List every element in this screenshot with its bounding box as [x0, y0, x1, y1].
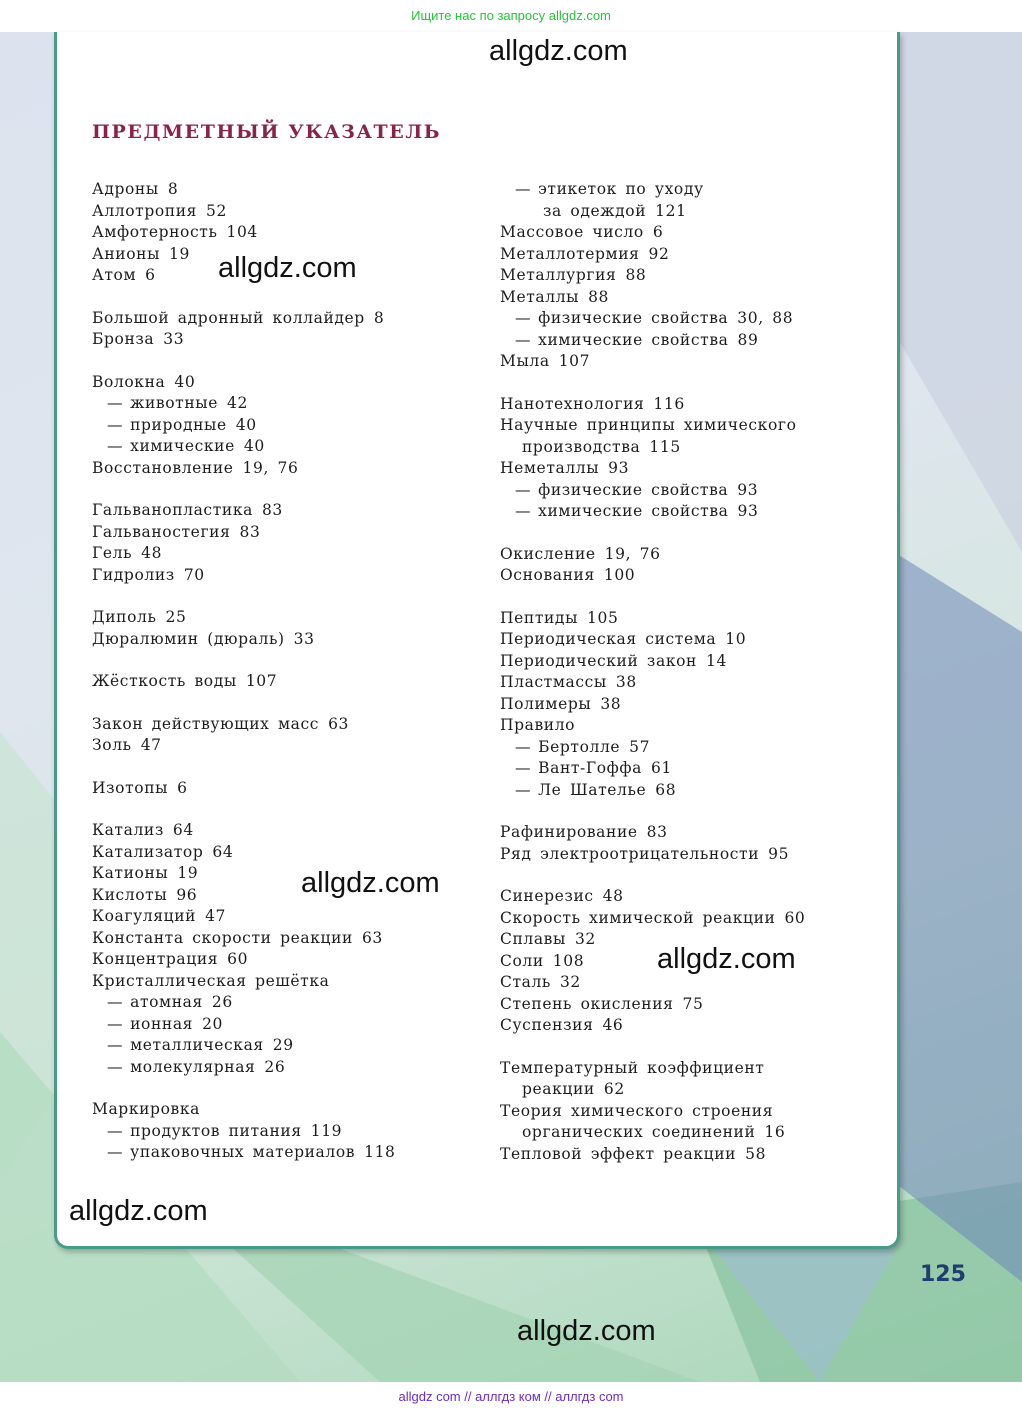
- index-page-ref: 38: [600, 694, 622, 713]
- watermark: allgdz.com: [517, 1315, 656, 1347]
- index-term: Восстановление: [92, 458, 234, 477]
- index-page-ref: 108: [552, 951, 585, 970]
- index-page-ref: 63: [361, 928, 383, 947]
- index-term: природные: [130, 415, 227, 434]
- index-page-ref: 68: [655, 780, 677, 799]
- index-page-ref: 83: [261, 501, 283, 519]
- index-term: Маркировка: [92, 1100, 200, 1118]
- index-entry: [500, 565, 880, 587]
- index-term: животные: [130, 394, 218, 412]
- index-subentry: [500, 308, 880, 330]
- index-page-ref: 105: [587, 608, 619, 627]
- index-page-ref: 93: [737, 480, 759, 499]
- index-page-ref: 96: [176, 885, 198, 904]
- index-term: упаковочных материалов: [130, 1143, 356, 1161]
- subentry-dash: —: [107, 1036, 124, 1054]
- index-page-ref: 107: [245, 672, 278, 690]
- index-page-ref: 93: [608, 459, 630, 477]
- index-subentry: [92, 1121, 482, 1143]
- index-page-ref: 92: [648, 244, 670, 263]
- index-gap: [92, 479, 482, 500]
- index-subentry: [500, 480, 880, 502]
- index-entry: [92, 607, 482, 629]
- index-entry: [500, 1101, 880, 1123]
- watermark: allgdz.com: [489, 35, 628, 67]
- index-page-ref: 19: [169, 244, 190, 263]
- index-term: ионная: [130, 1014, 194, 1033]
- index-entry: [92, 522, 482, 544]
- index-entry: [500, 1015, 880, 1037]
- index-entry: [92, 629, 482, 651]
- index-entry: [500, 458, 880, 480]
- index-page-ref: 62: [603, 1080, 625, 1098]
- index-term: Жёсткость воды: [92, 672, 237, 690]
- index-term: Суспензия: [500, 1016, 594, 1034]
- watermark: allgdz.com: [657, 943, 796, 975]
- index-page-ref: 64: [212, 842, 234, 861]
- index-term: Аллотропия: [92, 201, 198, 220]
- index-entry: [500, 715, 880, 737]
- index-gap: [92, 586, 482, 607]
- index-entry: [92, 329, 482, 351]
- index-term: Константа скорости реакции: [92, 928, 353, 947]
- subentry-dash: —: [515, 330, 532, 349]
- index-page-ref: 19, 76: [604, 544, 661, 563]
- index-entry: [92, 308, 482, 330]
- index-term: Массовое число: [500, 223, 644, 241]
- subentry-dash: —: [107, 415, 124, 434]
- index-page-ref: 119: [310, 1121, 343, 1140]
- index-entry: [92, 543, 482, 565]
- index-subentry: [92, 436, 482, 458]
- index-page-ref: 60: [227, 950, 249, 968]
- index-page-ref: 89: [737, 330, 759, 349]
- index-page-ref: 58: [745, 1144, 767, 1163]
- index-column-left: [92, 179, 482, 1164]
- index-page-ref: 75: [682, 994, 704, 1013]
- index-entry: [92, 372, 482, 394]
- index-page-ref: 38: [615, 673, 637, 691]
- index-page-ref: 30, 88: [737, 309, 794, 327]
- subentry-dash: —: [515, 759, 532, 777]
- index-entry: [500, 908, 880, 930]
- index-page-ref: 70: [183, 565, 205, 584]
- index-subentry: [92, 1142, 482, 1164]
- index-page-ref: 47: [140, 736, 162, 754]
- index-term: Сплавы: [500, 930, 566, 948]
- index-subentry: [500, 179, 880, 201]
- index-page-ref: 6: [652, 223, 664, 241]
- subentry-dash: —: [107, 394, 124, 412]
- index-page-ref: 52: [206, 201, 227, 220]
- index-page-ref: 95: [768, 844, 790, 863]
- index-term: Температурный коэффициент: [500, 1058, 765, 1077]
- index-page-ref: 33: [293, 629, 315, 648]
- index-term: Периодическая система: [500, 630, 717, 648]
- subentry-dash: —: [515, 180, 532, 198]
- index-term: Анионы: [92, 244, 160, 263]
- index-entry: [500, 994, 880, 1016]
- index-page-ref: 16: [764, 1123, 786, 1141]
- index-subentry: [500, 737, 880, 759]
- index-term: Соли: [500, 951, 544, 970]
- subentry-dash: —: [107, 1014, 124, 1033]
- index-term: Амфотерность: [92, 223, 218, 241]
- index-term: Теория химического строения: [500, 1101, 774, 1120]
- index-page-ref: 48: [602, 887, 624, 905]
- index-entry: [500, 608, 880, 630]
- index-term: Катализатор: [92, 842, 204, 861]
- index-term: Ле Шателье: [538, 780, 647, 799]
- subentry-dash: —: [107, 437, 124, 455]
- index-term: химические: [130, 437, 235, 455]
- index-entry: [92, 778, 482, 800]
- index-term: Металлургия: [500, 266, 617, 284]
- index-entry: [92, 671, 482, 693]
- index-term: Окисление: [500, 544, 596, 563]
- index-entry: [500, 1122, 880, 1144]
- index-term: за одеждой: [543, 201, 647, 220]
- index-page-ref: 33: [163, 330, 185, 348]
- index-page-ref: 115: [649, 437, 681, 456]
- index-term: Сталь: [500, 973, 551, 991]
- index-page-ref: 88: [588, 287, 610, 306]
- index-subentry: [500, 501, 880, 523]
- index-entry: [500, 844, 880, 866]
- index-term: Кислоты: [92, 885, 168, 904]
- index-term: Бронза: [92, 330, 155, 348]
- index-subentry: [92, 415, 482, 437]
- subentry-dash: —: [107, 1121, 124, 1140]
- index-term: Большой адронный коллайдер: [92, 308, 365, 327]
- index-term: Кристаллическая решётка: [92, 971, 330, 990]
- index-page-ref: 40: [174, 372, 196, 391]
- index-page-ref: 42: [226, 394, 248, 412]
- index-term: химические свойства: [538, 330, 729, 349]
- index-page-ref: 26: [211, 993, 233, 1011]
- index-entry: [92, 928, 482, 950]
- subentry-dash: —: [515, 737, 532, 756]
- index-page-ref: 20: [202, 1014, 223, 1033]
- index-page-ref: 29: [272, 1036, 294, 1054]
- index-term: металлическая: [130, 1036, 264, 1054]
- watermark: allgdz.com: [69, 1195, 208, 1227]
- index-term: Волокна: [92, 372, 166, 391]
- index-page-ref: 14: [705, 651, 727, 670]
- index-gap: [92, 757, 482, 778]
- index-entry: [92, 222, 482, 244]
- index-term: Полимеры: [500, 694, 592, 713]
- watermark: allgdz.com: [301, 867, 440, 899]
- index-page-ref: 83: [646, 823, 668, 841]
- index-page-ref: 63: [328, 714, 350, 733]
- index-term: Тепловой эффект реакции: [500, 1144, 737, 1163]
- index-entry: [500, 1058, 880, 1080]
- subentry-dash: —: [515, 309, 532, 327]
- bottom-banner: allgdz com // аллгдз ком // аллгдз com: [0, 1382, 1022, 1415]
- index-term: Основания: [500, 566, 595, 584]
- index-term: Гель: [92, 544, 133, 562]
- index-entry: [92, 1099, 482, 1121]
- index-page-ref: 25: [165, 608, 187, 626]
- index-term: органических соединений: [522, 1123, 756, 1141]
- index-page-ref: 40: [235, 415, 257, 434]
- index-term: физические свойства: [538, 309, 729, 327]
- index-gap: [92, 1078, 482, 1099]
- index-page-ref: 32: [574, 930, 596, 948]
- index-term: Ряд электроотрицательности: [500, 844, 760, 863]
- index-term: Вант-Гоффа: [538, 759, 642, 777]
- subentry-dash: —: [515, 780, 532, 799]
- index-entry: [500, 222, 880, 244]
- index-gap: [500, 587, 880, 608]
- index-term: Гальваностегия: [92, 522, 231, 541]
- index-term: Рафинирование: [500, 823, 638, 841]
- index-term: Диполь: [92, 608, 157, 626]
- index-entry: [500, 1144, 880, 1166]
- index-term: Закон действующих масс: [92, 714, 320, 733]
- index-page-ref: 6: [145, 266, 156, 284]
- index-entry: [92, 714, 482, 736]
- index-page-ref: 118: [364, 1143, 396, 1161]
- index-term: Адроны: [92, 180, 159, 198]
- index-gap: [500, 373, 880, 394]
- index-entry: [92, 565, 482, 587]
- index-subentry: [92, 992, 482, 1014]
- index-term: Степень окисления: [500, 994, 674, 1013]
- index-term: Золь: [92, 736, 132, 754]
- index-page-ref: 10: [725, 630, 747, 648]
- index-page-ref: 100: [603, 566, 636, 584]
- index-entry: [92, 458, 482, 480]
- index-subentry: [92, 1014, 482, 1036]
- index-subentry: [92, 1035, 482, 1057]
- index-page-ref: 93: [737, 502, 759, 520]
- index-page-ref: 26: [264, 1057, 286, 1076]
- index-term: Периодический закон: [500, 651, 697, 670]
- index-gap: [92, 650, 482, 671]
- index-gap: [92, 287, 482, 308]
- index-term: продуктов питания: [130, 1121, 302, 1140]
- index-page-ref: 104: [226, 223, 258, 241]
- index-term: Синерезис: [500, 887, 594, 905]
- index-term: Неметаллы: [500, 459, 600, 477]
- index-gap: [500, 523, 880, 544]
- index-term: этикеток по уходу: [538, 180, 704, 198]
- index-term: Правило: [500, 716, 576, 734]
- index-term: атомная: [130, 993, 203, 1011]
- index-page-ref: 88: [625, 266, 647, 284]
- index-subentry: [500, 758, 880, 780]
- index-entry: [500, 287, 880, 309]
- index-term: Гидролиз: [92, 565, 175, 584]
- index-subentry: [500, 330, 880, 352]
- index-term: химические свойства: [538, 502, 729, 520]
- index-subentry: [92, 1057, 482, 1079]
- index-page-ref: 8: [167, 180, 179, 198]
- index-term: Нанотехнология: [500, 394, 645, 413]
- subentry-dash: —: [515, 480, 532, 499]
- index-term: реакции: [522, 1080, 595, 1098]
- index-entry: [92, 906, 482, 928]
- index-page-ref: 8: [373, 308, 385, 327]
- index-entry: [500, 351, 880, 373]
- index-term: Коагуляций: [92, 907, 197, 925]
- index-term: Скорость химической реакции: [500, 908, 776, 927]
- index-entry: [92, 735, 482, 757]
- index-entry: [92, 201, 482, 223]
- index-entry: [500, 437, 880, 459]
- subentry-dash: —: [515, 502, 532, 520]
- subentry-dash: —: [107, 1143, 124, 1161]
- index-term: производства: [522, 437, 641, 456]
- index-page-ref: 61: [650, 759, 672, 777]
- top-banner: Ищите нас по запросу allgdz.com: [0, 0, 1022, 32]
- index-subentry: [92, 393, 482, 415]
- index-page-ref: 48: [141, 544, 163, 562]
- index-gap: [92, 351, 482, 372]
- index-gap: [500, 801, 880, 822]
- index-entry: [92, 949, 482, 971]
- index-entry: [500, 201, 880, 223]
- index-entry: [500, 694, 880, 716]
- index-page-ref: 40: [243, 437, 265, 455]
- index-entry: [500, 394, 880, 416]
- index-subentry: [500, 780, 880, 802]
- index-page-ref: 116: [653, 394, 685, 413]
- index-term: Атом: [92, 266, 137, 284]
- index-term: Катионы: [92, 864, 169, 882]
- index-gap: [92, 799, 482, 820]
- index-page-ref: 107: [558, 352, 591, 370]
- index-term: Гальванопластика: [92, 501, 253, 519]
- index-term: Дюралюмин (дюраль): [92, 629, 285, 648]
- index-gap: [500, 865, 880, 886]
- index-column-right: [500, 179, 880, 1165]
- index-entry: [92, 820, 482, 842]
- index-term: Концентрация: [92, 950, 219, 968]
- index-term: молекулярная: [130, 1057, 256, 1076]
- index-entry: [92, 842, 482, 864]
- index-entry: [500, 265, 880, 287]
- index-entry: [92, 179, 482, 201]
- index-term: Научные принципы химического: [500, 416, 797, 434]
- index-entry: [92, 971, 482, 993]
- index-page-ref: 6: [177, 778, 188, 797]
- index-entry: [500, 629, 880, 651]
- index-entry: [500, 1079, 880, 1101]
- index-page-ref: 57: [629, 737, 651, 756]
- index-page-ref: 121: [655, 201, 687, 220]
- index-term: Металлотермия: [500, 244, 640, 263]
- index-entry: [500, 822, 880, 844]
- index-term: физические свойства: [538, 480, 729, 499]
- index-entry: [500, 886, 880, 908]
- index-entry: [500, 244, 880, 266]
- index-term: Бертолле: [538, 737, 621, 756]
- index-term: Изотопы: [92, 778, 169, 797]
- subentry-dash: —: [107, 993, 124, 1011]
- index-term: Катализ: [92, 821, 164, 839]
- index-term: Мыла: [500, 352, 550, 370]
- index-page-ref: 60: [784, 908, 806, 927]
- subentry-dash: —: [107, 1057, 124, 1076]
- index-page-ref: 83: [239, 522, 261, 541]
- index-entry: [500, 651, 880, 673]
- index-page-ref: 32: [559, 973, 581, 991]
- watermark: allgdz.com: [218, 252, 357, 284]
- index-page-ref: 19, 76: [242, 458, 299, 477]
- index-gap: [500, 1037, 880, 1058]
- index-entry: [500, 415, 880, 437]
- index-gap: [92, 693, 482, 714]
- index-term: Металлы: [500, 287, 580, 306]
- index-page-ref: 19: [177, 864, 199, 882]
- index-term: Пластмассы: [500, 673, 607, 691]
- page-number: 125: [920, 1262, 966, 1287]
- index-entry: [92, 500, 482, 522]
- page-title: ПРЕДМЕТНЫЙ УКАЗАТЕЛЬ: [92, 121, 442, 143]
- index-term: Пептиды: [500, 608, 579, 627]
- index-entry: [500, 672, 880, 694]
- index-page-ref: 64: [172, 821, 194, 839]
- index-page-ref: 46: [602, 1016, 624, 1034]
- index-page-ref: 47: [205, 907, 227, 925]
- index-entry: [500, 544, 880, 566]
